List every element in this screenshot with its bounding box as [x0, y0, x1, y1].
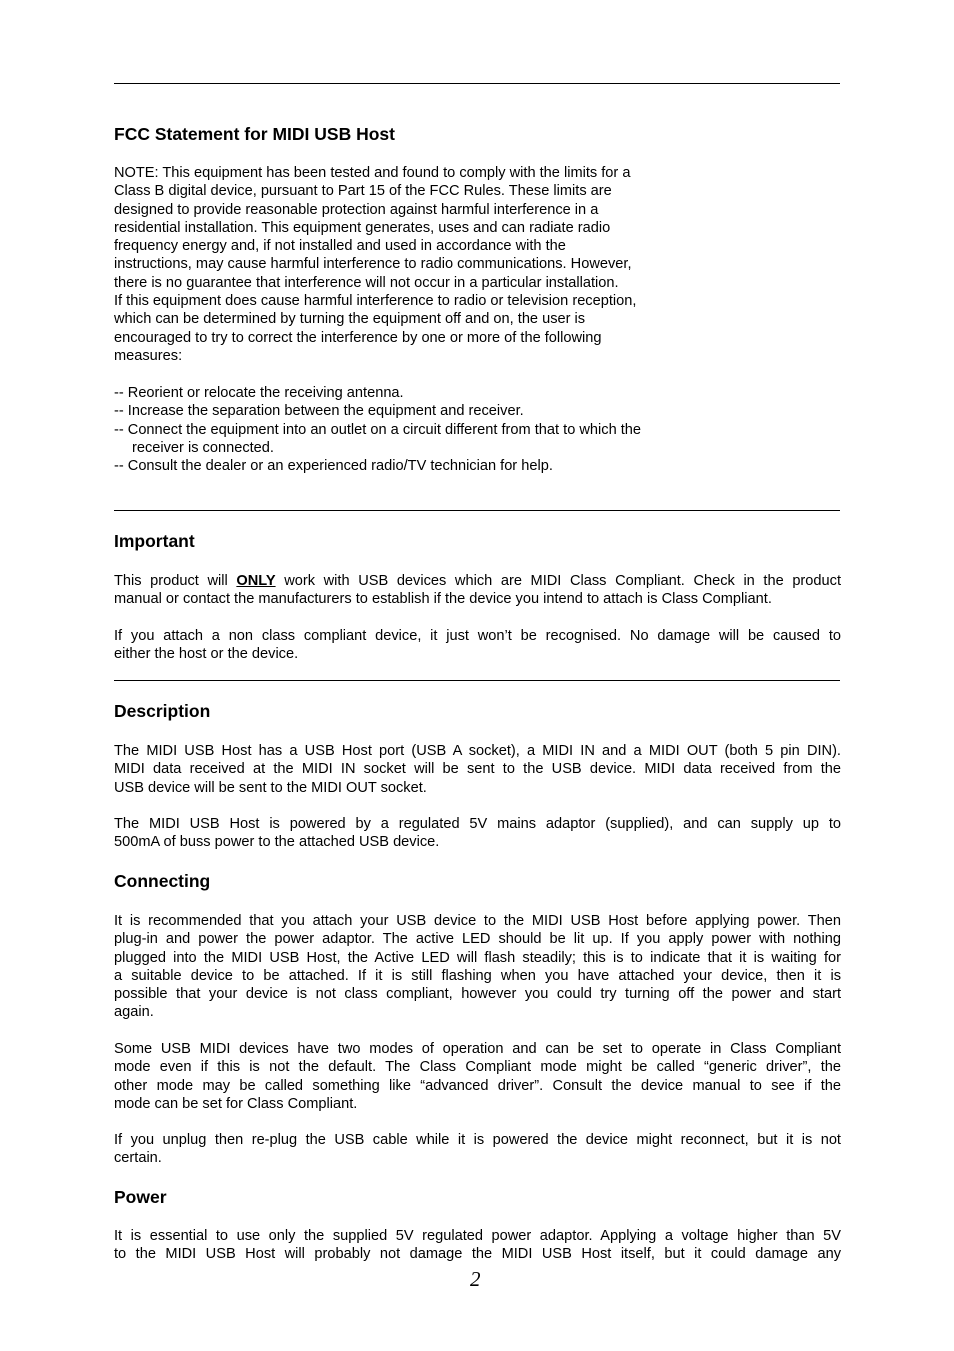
text-line: The MIDI USB Host has a USB Host port (USB A socket), a MIDI IN and a MIDI OUT (both 5 pin DIN). [114, 743, 841, 759]
text-line: If you attach a non class compliant device, it just won’t be recognised. No damage will be caused to [114, 628, 841, 644]
text-line: If you unplug then re-plug the USB cable while it is powered the device might reconnect, but it is not [114, 1132, 841, 1148]
list-item: -- Consult the dealer or an experienced radio/TV technician for help. [114, 458, 553, 475]
list-item: -- Increase the separation between the equipment and receiver. [114, 403, 524, 420]
text-line: measures: [114, 347, 183, 364]
text-line: residential installation. This equipment generates, uses and can radiate radio [114, 219, 611, 236]
text-line: there is no guarantee that interference will not occur in a particular installation. [114, 274, 619, 291]
text-line: plugged into the MIDI USB Host, the Active LED will flash steadily; this is to indicate that it is waiting for [114, 949, 841, 966]
separator-rule [114, 83, 840, 84]
fcc-measures-list [114, 384, 641, 475]
important-heading: Important [114, 531, 195, 551]
text-line: NOTE: This equipment has been tested and found to comply with the limits for a [114, 165, 631, 181]
text-line: 500mA of buss power to the attached USB device. [114, 834, 440, 851]
fcc-heading: FCC Statement for MIDI USB Host [114, 124, 395, 144]
text-line: instructions, may cause harmful interference to radio communications. However, [114, 256, 632, 273]
description-paragraph-1 [114, 742, 841, 797]
important-paragraph-1 [114, 572, 841, 609]
connecting-paragraph-1 [114, 912, 841, 1022]
important-paragraph-2 [114, 627, 841, 664]
description-heading: Description [114, 701, 211, 721]
text-line: If this equipment does cause harmful interference to radio or television reception, [114, 293, 637, 310]
text-line: mode can be set for Class Compliant. [114, 1095, 358, 1112]
connecting-heading: Connecting [114, 871, 211, 891]
text-line: which can be determined by turning the equipment off and on, the user is [114, 311, 586, 328]
text-line: possible that your device is not class compliant, however you could try turning off the power and start [114, 986, 841, 1003]
page-number: 2 [470, 1267, 481, 1291]
text-line: plug-in and power the power adaptor. The active LED should be lit up. If you apply power with nothing [114, 931, 841, 948]
text-line: Some USB MIDI devices have two modes of operation and can be set to operate in Class Compliant [114, 1041, 841, 1057]
separator-rule [114, 510, 840, 511]
text-line: to the MIDI USB Host will probably not damage the MIDI USB Host itself, but it could damage any [114, 1246, 841, 1263]
text-line: Class B digital device, pursuant to Part 15 of the FCC Rules. These limits are [114, 183, 612, 200]
description-paragraph-2 [114, 815, 841, 852]
text-line: frequency energy and, if not installed and used in accordance with the [114, 238, 566, 255]
text-line: designed to provide reasonable protection against harmful interference in a [114, 201, 599, 218]
text-line: It is recommended that you attach your USB device to the MIDI USB Host before applying power. Then [114, 913, 841, 929]
text-line: The MIDI USB Host is powered by a regulated 5V mains adaptor (supplied), and can supply up to [114, 816, 841, 832]
list-item: -- Reorient or relocate the receiving antenna. [114, 385, 404, 401]
text-line: It is essential to use only the supplied 5V regulated power adaptor. Applying a voltage higher than 5V [114, 1228, 841, 1244]
list-item: -- Connect the equipment into an outlet on a circuit different from that to which the [114, 421, 642, 438]
text-line: either the host or the device. [114, 646, 299, 663]
connecting-paragraph-3 [114, 1131, 841, 1168]
text-line: mode even if this is not the default. The Class Compliant mode might be called “generic driver”, the [114, 1059, 841, 1076]
text-line: other mode may be called something like “advanced driver”. Consult the device manual to see if the [114, 1077, 841, 1094]
emphasis-only: ONLY [236, 573, 276, 589]
text-line: again. [114, 1004, 154, 1021]
text-line: MIDI data received at the MIDI IN socket will be sent to the USB device. MIDI data received from the [114, 761, 841, 778]
text-line: a suitable device to be attached. If it is still flashing when you have attached your device, then it is [114, 967, 841, 984]
text-line: manual or contact the manufacturers to establish if the device you intend to attach is Class Compliant. [114, 591, 772, 608]
text-run: This product will [114, 573, 237, 589]
text-line: encouraged to try to correct the interference by one or more of the following [114, 329, 602, 346]
fcc-note-paragraph [114, 164, 636, 365]
separator-rule [114, 680, 840, 681]
list-item-continuation: receiver is connected. [132, 439, 274, 456]
text-line: certain. [114, 1150, 162, 1167]
text-run: work with USB devices which are MIDI Class Compliant. Check in the product [275, 573, 841, 589]
power-paragraph-1 [114, 1227, 841, 1264]
text-line: USB device will be sent to the MIDI OUT socket. [114, 779, 427, 796]
power-heading: Power [114, 1187, 167, 1207]
connecting-paragraph-2 [114, 1040, 841, 1113]
text-line [114, 572, 841, 590]
